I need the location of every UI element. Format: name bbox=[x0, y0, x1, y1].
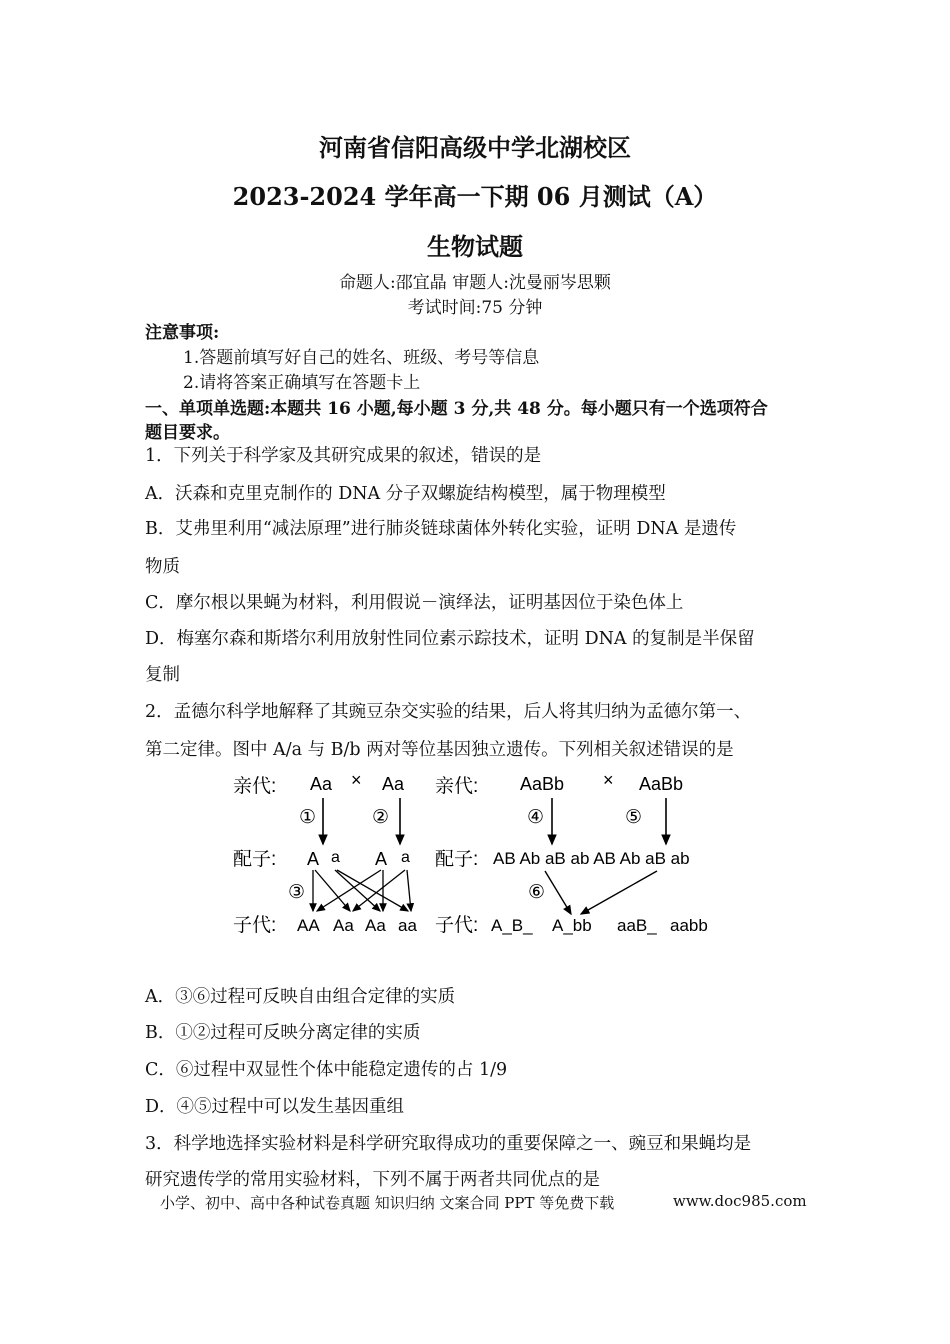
q1-stem: 1．下列关于科学家及其研究成果的叙述，错误的是 bbox=[145, 446, 542, 466]
genetics-cross-diagram bbox=[225, 768, 725, 948]
offspring-label-right: 子代: bbox=[435, 915, 479, 936]
q2-option-d: D．④⑤过程中可以发生基因重组 bbox=[145, 1097, 405, 1117]
q1-option-d-cont: 复制 bbox=[145, 665, 180, 685]
offspring-aabb: aabb bbox=[670, 916, 708, 935]
gamete-a-3: A bbox=[375, 849, 388, 869]
parent-aabb-1: AaBb bbox=[520, 774, 565, 794]
q2-option-c: C．⑥过程中双显性个体中能稳定遗传的占 1/9 bbox=[145, 1060, 508, 1080]
step-3-label: ③ bbox=[288, 882, 306, 903]
exam-title: 2023-2024 学年高一下期 06 月测试（A） bbox=[232, 182, 718, 211]
step-6-label: ⑥ bbox=[528, 882, 546, 903]
gamete-label-right: 配子: bbox=[435, 849, 479, 870]
parent-label-left: 亲代: bbox=[233, 776, 277, 797]
school-title: 河南省信阳高级中学北湖校区 bbox=[319, 133, 631, 162]
q1-option-b-cont: 物质 bbox=[145, 557, 180, 577]
footer-text: 小学、初中、高中各种试卷真题 知识归纳 文案合同 PPT 等免费下载 bbox=[160, 1194, 615, 1212]
section-heading: 一、单项单选题:本题共 16 小题,每小题 3 分,共 48 分。每小题只有一个选项符合 bbox=[145, 399, 768, 419]
footer-url[interactable]: www.doc985.com bbox=[673, 1192, 807, 1210]
q1-option-a: A．沃森和克里克制作的 DNA 分子双螺旋结构模型，属于物理模型 bbox=[145, 484, 666, 504]
offspring-A_bb: A_bb bbox=[552, 916, 592, 935]
parent-aa-1: Aa bbox=[310, 774, 333, 794]
q3-stem: 3．科学地选择实验材料是科学研究取得成功的重要保障之一、豌豆和果蝇均是 bbox=[145, 1134, 752, 1154]
section-heading-cont: 题目要求。 bbox=[145, 423, 230, 443]
offspring-Aa-2: Aa bbox=[365, 916, 386, 935]
offspring-aa: aa bbox=[398, 916, 417, 935]
q2-option-a: A．③⑥过程可反映自由组合定律的实质 bbox=[145, 987, 456, 1007]
q1-option-b: B．艾弗里利用“减法原理”进行肺炎链球菌体外转化实验，证明 DNA 是遗传 bbox=[145, 519, 737, 539]
parent-aabb-2: AaBb bbox=[639, 774, 684, 794]
offspring-AA: AA bbox=[297, 916, 320, 935]
step-2-label: ② bbox=[372, 807, 390, 828]
dihybrid-gametes: AB Ab aB ab AB Ab aB ab bbox=[493, 849, 690, 868]
q1-option-d: D．梅塞尔森和斯塔尔利用放射性同位素示踪技术，证明 DNA 的复制是半保留 bbox=[145, 629, 755, 649]
q2-stem: 2．孟德尔科学地解释了其豌豆杂交实验的结果，后人将其归纳为孟德尔第一、 bbox=[145, 702, 752, 722]
gamete-a-2: a bbox=[331, 849, 340, 866]
parent-aa-2: Aa bbox=[382, 774, 405, 794]
q1-option-c: C．摩尔根以果蝇为材料，利用假说－演绎法，证明基因位于染色体上 bbox=[145, 593, 684, 613]
gamete-a-4: a bbox=[401, 849, 410, 866]
step-1-label: ① bbox=[299, 807, 317, 828]
cross-symbol-left: × bbox=[351, 770, 362, 790]
notice-heading: 注意事项: bbox=[145, 323, 220, 343]
offspring-label-left: 子代: bbox=[233, 915, 277, 936]
q2-stem-cont: 第二定律。图中 A/a 与 B/b 两对等位基因独立遗传。下列相关叙述错误的是 bbox=[145, 740, 734, 760]
notice-item-2: 2.请将答案正确填写在答题卡上 bbox=[183, 373, 421, 393]
authors-line: 命题人:邵宜晶 审题人:沈曼丽岑思颗 bbox=[339, 273, 611, 293]
gamete-a-1: A bbox=[307, 849, 320, 869]
offspring-aaB_: aaB_ bbox=[617, 916, 657, 935]
offspring-A_B_: A_B_ bbox=[491, 916, 533, 935]
offspring-Aa-1: Aa bbox=[333, 916, 354, 935]
notice-item-1: 1.答题前填写好自己的姓名、班级、考号等信息 bbox=[183, 348, 540, 368]
subject-title: 生物试题 bbox=[427, 232, 523, 261]
step-5-label: ⑤ bbox=[625, 807, 643, 828]
q2-option-b: B．①②过程可反映分离定律的实质 bbox=[145, 1023, 421, 1043]
step-4-label: ④ bbox=[527, 807, 545, 828]
duration-line: 考试时间:75 分钟 bbox=[407, 298, 543, 318]
gamete-label-left: 配子: bbox=[233, 849, 277, 870]
parent-label-right: 亲代: bbox=[435, 776, 479, 797]
q3-stem-cont: 研究遗传学的常用实验材料，下列不属于两者共同优点的是 bbox=[145, 1170, 600, 1190]
cross-symbol-right: × bbox=[603, 770, 614, 790]
